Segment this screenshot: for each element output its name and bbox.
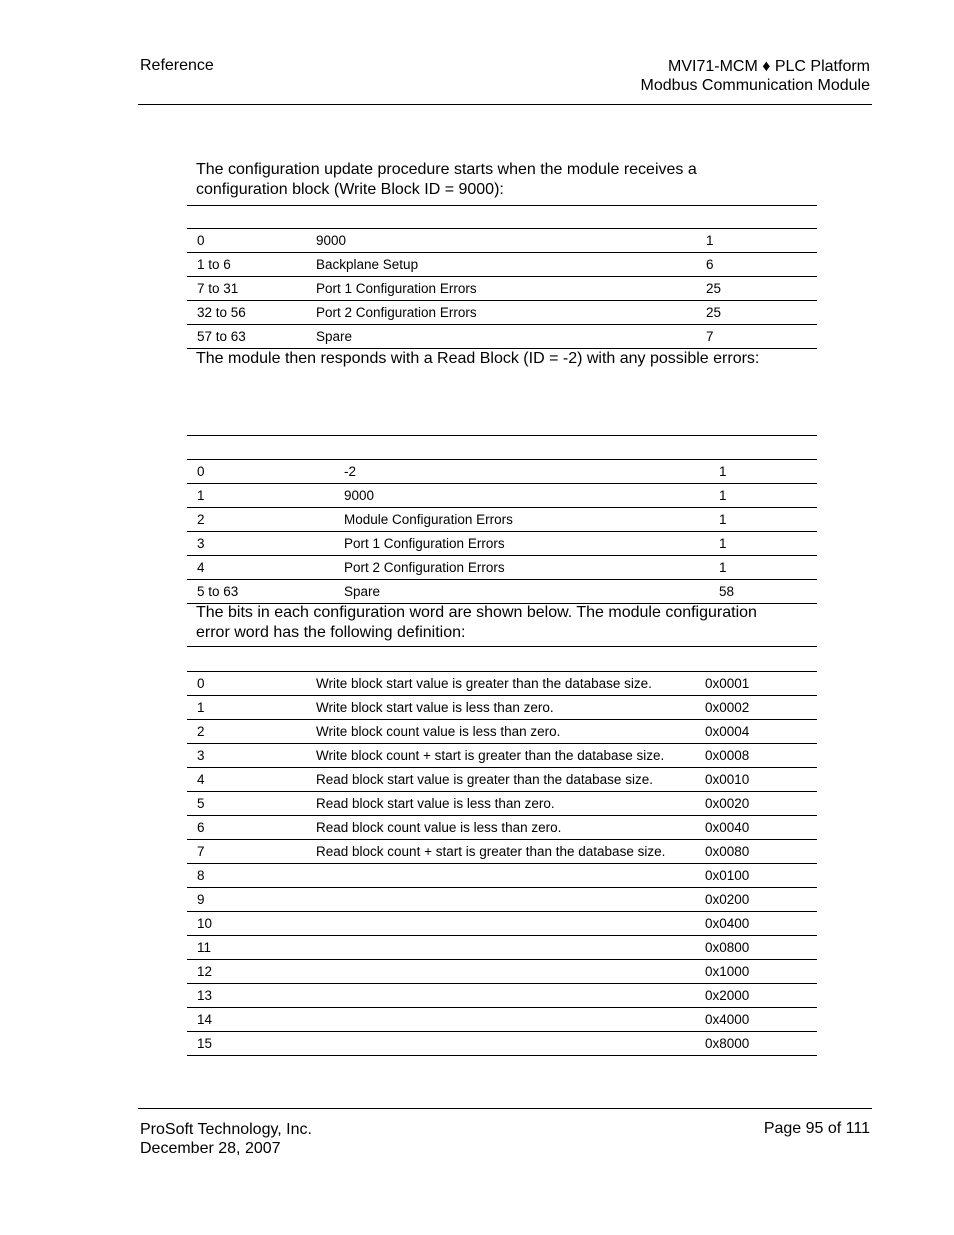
- table-row: [187, 888, 817, 912]
- table-row: [187, 229, 817, 253]
- cell-value: 0x0002: [705, 700, 750, 715]
- table-header-row: [187, 646, 817, 672]
- cell-word: 10: [197, 916, 213, 931]
- cell-word: 5: [197, 796, 205, 811]
- cell-value: 0x0020: [705, 796, 750, 811]
- cell-word: 11: [197, 940, 212, 955]
- cell-description: Read block count value is less than zero.: [316, 820, 562, 835]
- table-row: [187, 672, 817, 696]
- table-row: [187, 696, 817, 720]
- cell-word: 2: [197, 724, 205, 739]
- table-row: [187, 744, 817, 768]
- cell-description: Write block start value is greater than the database size.: [316, 676, 652, 691]
- cell-value: 6: [706, 257, 714, 272]
- cell-word: 57 to 63: [197, 329, 246, 344]
- cell-word: 7: [197, 844, 205, 859]
- header-rule: [138, 104, 872, 105]
- cell-value: 1: [719, 512, 727, 527]
- cell-description: Port 2 Configuration Errors: [316, 305, 477, 320]
- cell-word: 0: [197, 464, 205, 479]
- table-row: [187, 1008, 817, 1032]
- table-row: [187, 301, 817, 325]
- table-row: [187, 840, 817, 864]
- cell-value: 1: [719, 536, 727, 551]
- cell-word: 13: [197, 988, 213, 1003]
- cell-word: 4: [197, 772, 205, 787]
- cell-word: 9: [197, 892, 205, 907]
- table-row: [187, 936, 817, 960]
- cell-word: 0: [197, 233, 205, 248]
- cell-word: 32 to 56: [197, 305, 246, 320]
- cell-word: 0: [197, 676, 205, 691]
- cell-word: 4: [197, 560, 205, 575]
- cell-word: 1: [197, 488, 205, 503]
- cell-word: 3: [197, 536, 205, 551]
- footer-company: ProSoft Technology, Inc.: [140, 1121, 312, 1138]
- cell-description: Write block count value is less than zero.: [316, 724, 561, 739]
- intro-paragraph-3: [196, 603, 816, 643]
- cell-word: 5 to 63: [197, 584, 239, 599]
- cell-description: Port 1 Configuration Errors: [344, 536, 505, 551]
- cell-word: 2: [197, 512, 205, 527]
- table-row: [187, 960, 817, 984]
- cell-description: -2: [344, 464, 357, 479]
- cell-value: 0x0800: [705, 940, 750, 955]
- header-section-title: Reference: [140, 57, 214, 74]
- cell-word: 15: [197, 1036, 213, 1051]
- cell-description: Read block start value is less than zero.: [316, 796, 555, 811]
- footer-page-number: Page 95 of 111: [763, 1120, 870, 1137]
- cell-value: 0x2000: [705, 988, 750, 1003]
- cell-value: 1: [719, 464, 727, 479]
- table-row: [187, 580, 817, 604]
- intro-2-line-1: The module then responds with a Read Block (ID = -2) with any possible errors:: [196, 350, 760, 367]
- cell-description: 9000: [344, 488, 375, 503]
- cell-word: 1 to 6: [197, 257, 231, 272]
- cell-description: Write block count + start is greater than the database size.: [316, 748, 665, 763]
- header-product-line2: Modbus Communication Module: [640, 77, 870, 94]
- cell-value: 0x0400: [705, 916, 750, 931]
- table-row: [187, 984, 817, 1008]
- footer-rule: [138, 1108, 872, 1109]
- cell-word: 1: [197, 700, 205, 715]
- cell-value: 0x0004: [705, 724, 750, 739]
- table-row: [187, 816, 817, 840]
- cell-value: 1: [706, 233, 714, 248]
- cell-description: Spare: [316, 329, 353, 344]
- cell-value: 1: [719, 560, 727, 575]
- footer-left: [140, 1120, 312, 1158]
- cell-word: 6: [197, 820, 205, 835]
- intro-1-line-2: configuration block (Write Block ID = 9000):: [196, 181, 504, 198]
- table-row: [187, 1032, 817, 1056]
- cell-value: 0x0100: [705, 868, 750, 883]
- table-row: [187, 792, 817, 816]
- cell-word: 8: [197, 868, 205, 883]
- table-row: [187, 720, 817, 744]
- cell-word: 12: [197, 964, 213, 979]
- config-block-table: [187, 205, 817, 349]
- intro-1-line-1: The configuration update procedure starts when the module receives a: [196, 161, 697, 178]
- cell-value: 0x8000: [705, 1036, 750, 1051]
- table-row: [187, 912, 817, 936]
- cell-description: Port 1 Configuration Errors: [316, 281, 477, 296]
- cell-word: 3: [197, 748, 205, 763]
- header-product-title: [641, 57, 870, 95]
- intro-3-line-1: The bits in each configuration word are shown below. The module configuration: [196, 604, 757, 621]
- table-row: [187, 768, 817, 792]
- table-row: [187, 864, 817, 888]
- cell-value: 0x0010: [705, 772, 750, 787]
- table-header-row: [187, 435, 817, 460]
- table-row: [187, 532, 817, 556]
- cell-description: Read block start value is greater than the database size.: [316, 772, 653, 787]
- cell-value: 7: [706, 329, 714, 344]
- table-row: [187, 508, 817, 532]
- cell-value: 25: [706, 281, 722, 296]
- table-header-row: [187, 205, 817, 229]
- cell-value: 1: [719, 488, 727, 503]
- cell-word: 7 to 31: [197, 281, 239, 296]
- intro-paragraph-2: [196, 349, 816, 369]
- cell-value: 0x0001: [705, 676, 750, 691]
- cell-description: Write block start value is less than zero.: [316, 700, 554, 715]
- cell-description: Port 2 Configuration Errors: [344, 560, 505, 575]
- header-product-line1: MVI71-MCM ♦ PLC Platform: [668, 58, 870, 75]
- cell-value: 0x4000: [705, 1012, 750, 1027]
- intro-paragraph-1: [196, 160, 816, 200]
- cell-description: Module Configuration Errors: [344, 512, 513, 527]
- footer-date: December 28, 2007: [140, 1140, 281, 1157]
- cell-description: Read block count + start is greater than the database size.: [316, 844, 666, 859]
- cell-value: 25: [706, 305, 722, 320]
- table-row: [187, 277, 817, 301]
- cell-value: 0x0200: [705, 892, 750, 907]
- cell-word: 14: [197, 1012, 213, 1027]
- table-row: [187, 325, 817, 349]
- cell-description: 9000: [316, 233, 347, 248]
- table-row: [187, 253, 817, 277]
- cell-description: Backplane Setup: [316, 257, 419, 272]
- cell-value: 0x0040: [705, 820, 750, 835]
- cell-value: 0x0008: [705, 748, 750, 763]
- table-row: [187, 484, 817, 508]
- table-row: [187, 460, 817, 484]
- intro-3-line-2: error word has the following definition:: [196, 624, 466, 641]
- cell-value: 58: [719, 584, 735, 599]
- cell-value: 0x1000: [705, 964, 750, 979]
- error-bits-table: [187, 646, 817, 1056]
- cell-description: Spare: [344, 584, 381, 599]
- cell-value: 0x0080: [705, 844, 750, 859]
- table-row: [187, 556, 817, 580]
- read-block-table: [187, 435, 817, 604]
